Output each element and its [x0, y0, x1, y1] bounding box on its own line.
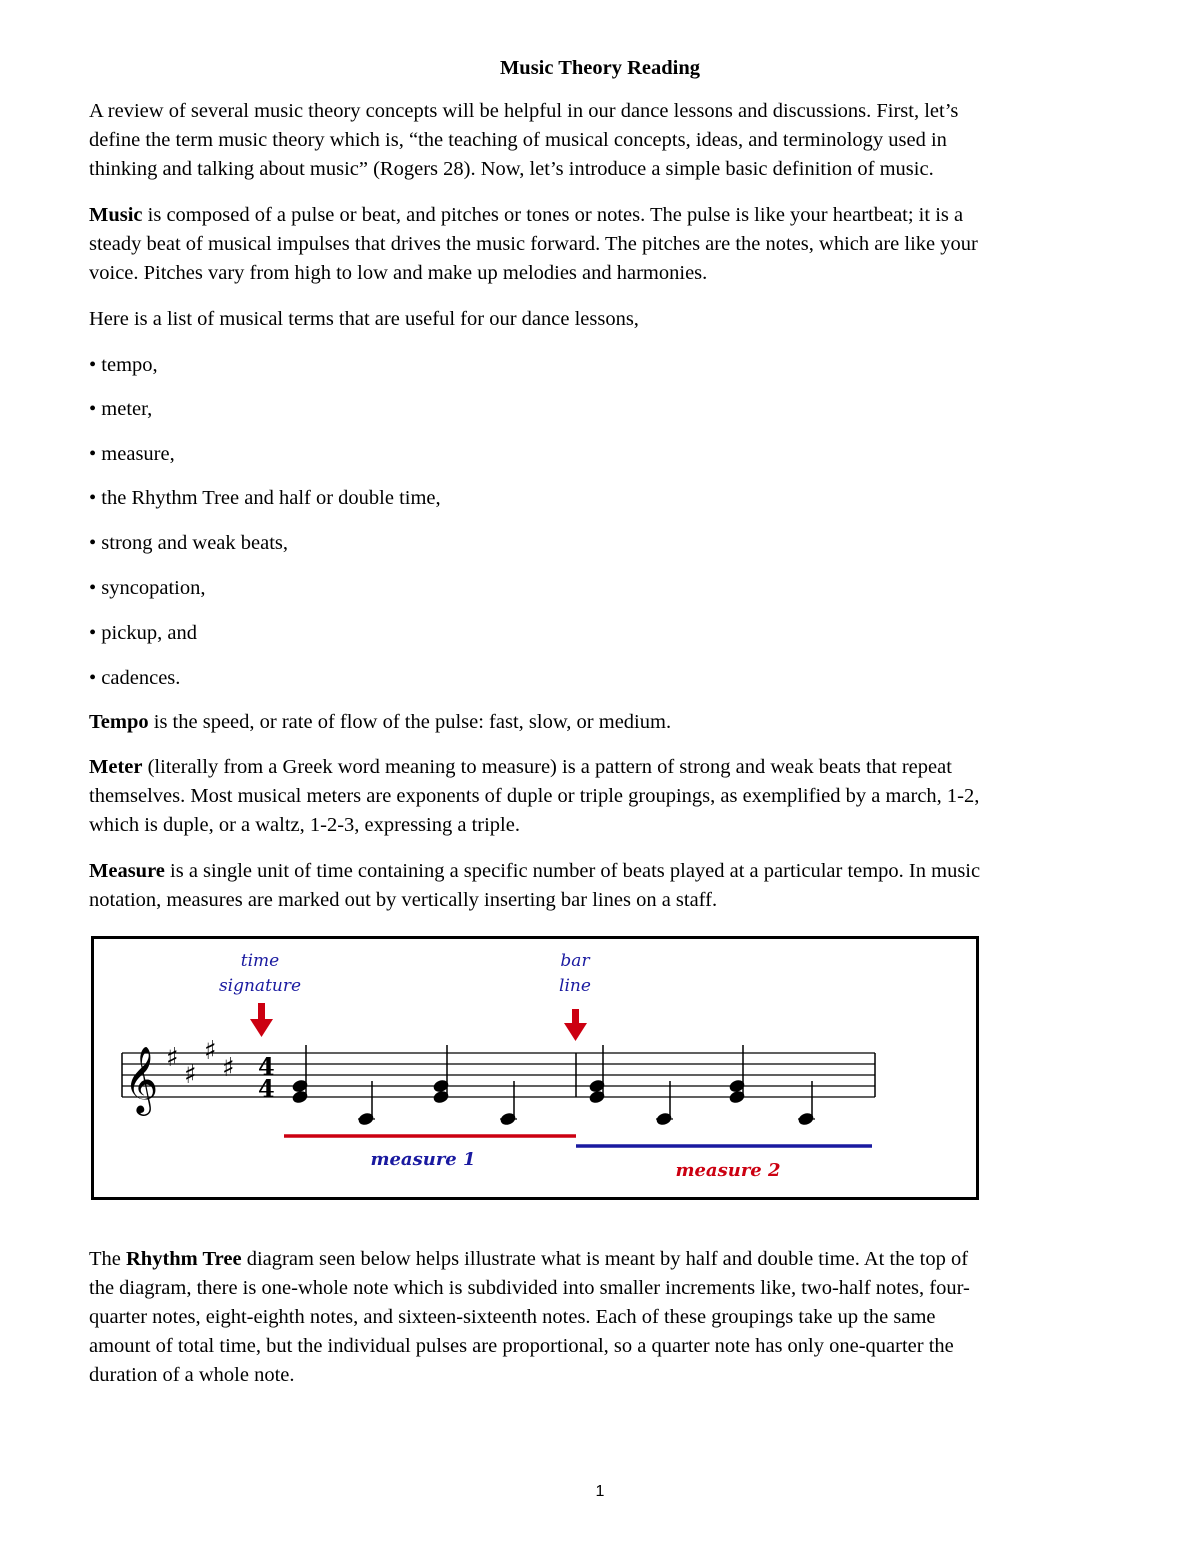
meter-line-1-text: (literally from a Greek word meaning to measure) is a pattern of strong and weak beats that repeat — [142, 756, 952, 778]
staff-illustration — [94, 939, 976, 1197]
time-signature-bottom: 4 — [258, 1074, 275, 1103]
svg-text:♯: ♯ — [184, 1060, 197, 1090]
music-line-1 — [89, 201, 1119, 230]
tempo-paragraph — [89, 708, 1119, 737]
bar-line-label-2: line — [559, 976, 591, 996]
page-number: 1 — [595, 1483, 605, 1500]
music-line-3: voice. Pitches vary from high to low and make up melodies and harmonies. — [89, 262, 708, 284]
rhythm-line-2: the diagram, there is one-whole note which is subdivided into smaller increments like, two-half notes, four- — [89, 1277, 970, 1299]
list-item: • meter, — [89, 398, 153, 420]
measure-term: Measure — [89, 860, 165, 882]
measure-line-2: notation, measures are marked out by vertically inserting bar lines on a staff. — [89, 889, 718, 911]
tempo-text: is the speed, or rate of flow of the pulse: fast, slow, or medium. — [148, 711, 672, 733]
page-title: Music Theory Reading — [499, 57, 701, 79]
staff-lines — [122, 1053, 875, 1097]
music-paragraph — [89, 201, 1119, 288]
down-arrow-icon — [250, 1003, 587, 1041]
list-item: • the Rhythm Tree and half or double time, — [89, 487, 441, 509]
list-item: • pickup, and — [89, 622, 197, 644]
rhythm-tree-paragraph — [89, 1245, 1119, 1390]
rhythm-line-5: duration of a whole note. — [89, 1364, 295, 1386]
list-item: • cadences. — [89, 667, 181, 689]
time-signature-top: 4 — [258, 1052, 275, 1081]
list-item: • tempo, — [89, 354, 158, 376]
measure-2-label: measure 2 — [675, 1160, 781, 1181]
music-line-2: steady beat of musical impulses that drives the music forward. The pitches are the notes, which are like your — [89, 233, 978, 255]
bar-line-label-1: bar — [560, 951, 590, 971]
svg-text:♯: ♯ — [204, 1036, 217, 1066]
intro-paragraph — [89, 97, 1119, 184]
list-item: • syncopation, — [89, 577, 206, 599]
time-signature-label-2: signature — [218, 976, 302, 996]
rhythm-line-3: quarter notes, eight-eighth notes, and sixteen-sixteenth notes. Each of these groupings take up the same — [89, 1306, 936, 1328]
rhythm-line-1-text: diagram seen below helps illustrate what is meant by half and double time. At the top of — [241, 1248, 969, 1270]
rhythm-line-4: amount of total time, but the individual pulses are proportional, so a quarter note has only one-quarter the — [89, 1335, 954, 1357]
meter-line-3: which is duple, or a waltz, 1-2-3, expressing a triple. — [89, 814, 520, 836]
intro-line-3: thinking and talking about music” (Rogers 28). Now, let’s introduce a simple basic definition of music. — [89, 158, 934, 180]
tempo-term: Tempo — [89, 711, 149, 733]
music-term: Music — [89, 204, 143, 226]
intro-line-1: A review of several music theory concepts will be helpful in our dance lessons and discussions. First, let’s — [89, 100, 959, 122]
treble-clef-icon: 𝄞 — [124, 1045, 159, 1113]
list-item: • measure, — [89, 443, 175, 465]
meter-line-1 — [89, 753, 1119, 782]
intro-line-2: define the term music theory which is, “the teaching of musical concepts, ideas, and terminology used in — [89, 129, 947, 151]
measure-paragraph — [89, 857, 1119, 915]
measure-line-1-text: is a single unit of time containing a specific number of beats played at a particular tempo. In music — [164, 860, 981, 882]
meter-term: Meter — [89, 756, 143, 778]
rhythm-line-1 — [89, 1245, 1119, 1274]
music-line-1-text: is composed of a pulse or beat, and pitches or tones or notes. The pulse is like your heartbeat; it is a — [142, 204, 964, 226]
measure-figure — [91, 936, 979, 1200]
measure-1-label: measure 1 — [370, 1149, 476, 1170]
rhythm-pre: The — [89, 1248, 126, 1270]
svg-text:♯: ♯ — [222, 1053, 235, 1083]
sharp-icon — [166, 1036, 235, 1090]
meter-paragraph — [89, 753, 1119, 840]
measure-line-1 — [89, 857, 1119, 886]
svg-text:♯: ♯ — [166, 1043, 179, 1073]
list-item: • strong and weak beats, — [89, 532, 289, 554]
meter-line-2: themselves. Most musical meters are exponents of duple or triple groupings, as exemplified by a march, 1-2, — [89, 785, 980, 807]
list-intro: Here is a list of musical terms that are useful for our dance lessons, — [89, 308, 639, 330]
rhythm-term: Rhythm Tree — [126, 1248, 242, 1270]
time-signature-label-1: time — [240, 951, 280, 971]
